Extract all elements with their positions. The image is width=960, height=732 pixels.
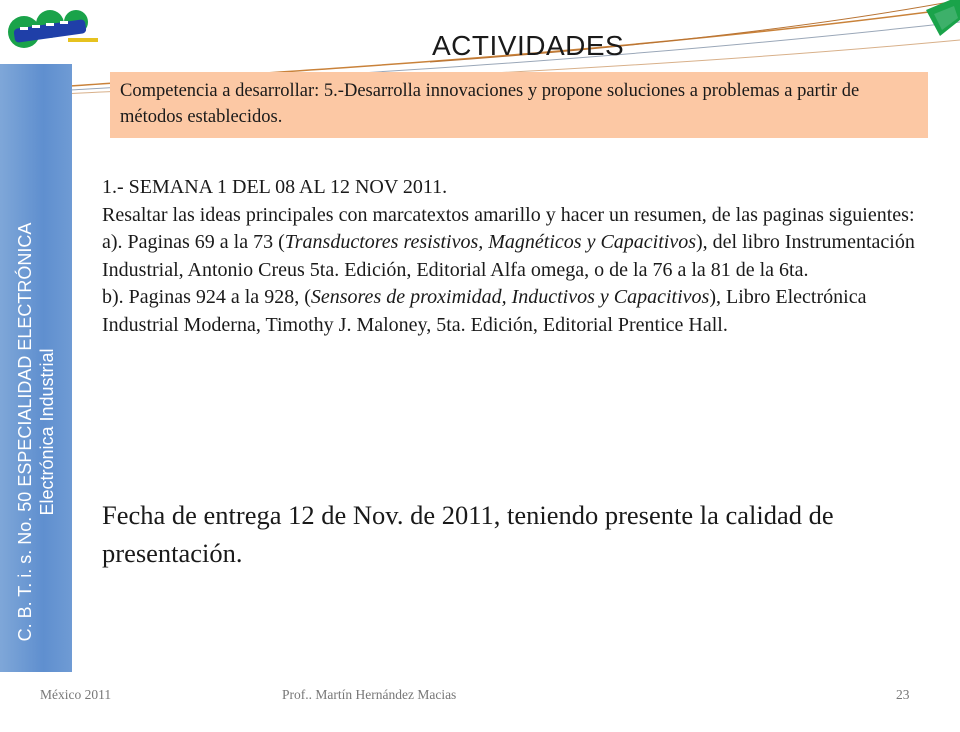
item-a-topic: Transductores resistivos, Magnéticos y Capacitivos [284,231,697,253]
item-b-prefix: b). Paginas 924 a la 928, ( [102,286,311,308]
activity-body [102,174,922,339]
item-b [102,284,922,339]
item-a [102,229,922,284]
page-number: 23 [896,687,910,702]
corner-emblem-icon [920,0,960,42]
sidebar-school-name: C. B. T. i. s. No. 50 ESPECIALIDAD ELECTRÓNICA [15,222,35,642]
item-b-topic: Sensores de proximidad, Inductivos y Capacitivos [310,286,710,308]
instruction-text: Resaltar las ideas principales con marcatextos amarillo y hacer un resumen, de las paginas siguientes: [102,203,915,226]
competency-box: Competencia a desarrollar: 5.-Desarrolla innovaciones y propone soluciones a problemas a partir de métodos establecidos. [110,72,928,138]
footer-author: Prof.. Martín Hernández Macias [282,687,457,702]
item-b-suffix: ), Libro Electrónica Industrial Moderna, Timothy J. Maloney, 5ta. Edición, Editorial Prentice Hall. [102,286,867,336]
sidebar-caption [14,132,58,732]
sidebar-specialty: Electrónica Industrial [37,348,57,516]
school-logo-icon [2,2,102,64]
left-sidebar [0,64,72,672]
deadline-text: Fecha de entrega 12 de Nov. de 2011, teniendo presente la calidad de presentación. [102,500,834,568]
item-a-suffix: ), del libro Instrumentación Industrial, Antonio Creus 5ta. Edición, Editorial Alfa omega, o de la 76 a la 81 de la 6ta. [102,231,915,281]
week-line: 1.- SEMANA 1 DEL 08 AL 12 NOV 2011. [102,176,448,198]
footer-location-year: México 2011 [40,687,112,702]
item-a-prefix: a). Paginas 69 a la 73 ( [102,231,285,253]
page-title: ACTIVIDADES [432,30,625,61]
